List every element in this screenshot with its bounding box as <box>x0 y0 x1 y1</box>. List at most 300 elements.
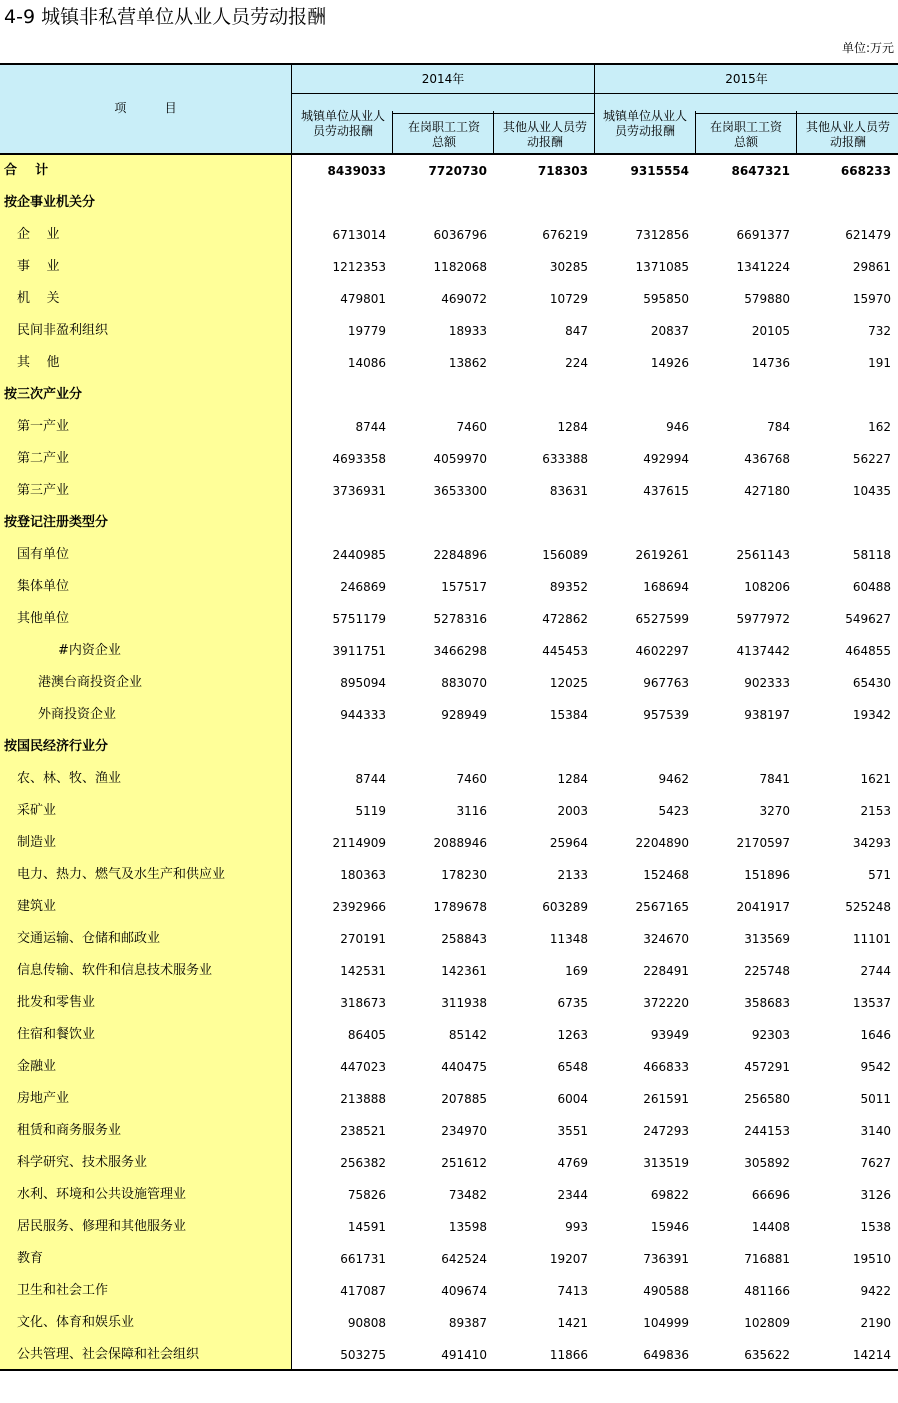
table-row <box>0 603 898 635</box>
row-value: 73482 <box>448 1188 487 1202</box>
table-body <box>0 155 898 1370</box>
row-value: 716881 <box>744 1252 790 1266</box>
table-bottom-border <box>0 1369 898 1371</box>
row-value: 9315554 <box>630 164 689 178</box>
row-value: 7312856 <box>635 228 689 242</box>
header-divider <box>594 63 595 155</box>
table-row <box>0 635 898 667</box>
row-label: 集体单位 <box>17 579 70 594</box>
row-value: 1284 <box>557 772 588 786</box>
row-label: 教育 <box>17 1251 44 1266</box>
row-value: 225748 <box>744 964 790 978</box>
row-value: 3736931 <box>332 484 386 498</box>
row-value: 469072 <box>441 292 487 306</box>
row-value: 83631 <box>549 484 588 498</box>
row-value: 69822 <box>650 1188 689 1202</box>
row-value: 9422 <box>860 1284 891 1298</box>
row-value: 7460 <box>456 772 487 786</box>
row-value: 440475 <box>441 1060 487 1074</box>
row-value: 1538 <box>860 1220 891 1234</box>
row-value: 409674 <box>441 1284 487 1298</box>
row-value: 1182068 <box>433 260 487 274</box>
row-value: 718303 <box>537 164 588 178</box>
row-value: 102809 <box>744 1316 790 1330</box>
row-label: 民间非盈利组织 <box>17 323 109 338</box>
row-label: 文化、体育和娱乐业 <box>17 1315 135 1330</box>
row-value: 2561143 <box>736 548 790 562</box>
header-divider <box>291 63 292 155</box>
row-value: 525248 <box>845 900 891 914</box>
row-value: 1263 <box>557 1028 588 1042</box>
row-label: 事 业 <box>17 259 60 274</box>
row-label: 外商投资企业 <box>38 707 117 722</box>
row-value: 3551 <box>557 1124 588 1138</box>
row-label: 信息传输、软件和信息技术服务业 <box>17 963 213 978</box>
row-value: 6691377 <box>736 228 790 242</box>
row-value: 142361 <box>441 964 487 978</box>
row-value: 417087 <box>340 1284 386 1298</box>
row-value: 6527599 <box>635 612 689 626</box>
year-2015-header: 2015年 <box>725 72 768 86</box>
header-divider <box>392 111 393 155</box>
table-row <box>0 1019 898 1051</box>
row-value: 2392966 <box>332 900 386 914</box>
row-value: 5423 <box>658 804 689 818</box>
row-value: 191 <box>868 356 891 370</box>
row-value: 1421 <box>557 1316 588 1330</box>
row-value: 2170597 <box>736 836 790 850</box>
row-value: 6036796 <box>433 228 487 242</box>
row-value: 86405 <box>347 1028 386 1042</box>
header-divider <box>695 111 696 155</box>
table-row <box>0 571 898 603</box>
row-value: 2619261 <box>635 548 689 562</box>
row-value: 34293 <box>852 836 891 850</box>
row-value: 29861 <box>852 260 891 274</box>
row-value: 3270 <box>759 804 790 818</box>
row-value: 168694 <box>643 580 689 594</box>
row-value: 491410 <box>441 1348 487 1362</box>
row-value: 247293 <box>643 1124 689 1138</box>
row-label: 房地产业 <box>17 1091 70 1106</box>
row-value: 270191 <box>340 932 386 946</box>
row-value: 437615 <box>643 484 689 498</box>
row-value: 938197 <box>744 708 790 722</box>
row-value: 595850 <box>643 292 689 306</box>
col-2014-other: 其他从业人员劳动报酬 <box>502 120 587 149</box>
row-value: 492994 <box>643 452 689 466</box>
row-value: 311938 <box>441 996 487 1010</box>
table-row <box>0 475 898 507</box>
row-value: 1789678 <box>433 900 487 914</box>
row-value: 228491 <box>643 964 689 978</box>
row-value: 324670 <box>643 932 689 946</box>
row-value: 246869 <box>340 580 386 594</box>
row-value: 11348 <box>549 932 588 946</box>
row-value: 3140 <box>860 1124 891 1138</box>
row-value: 447023 <box>340 1060 386 1074</box>
row-value: 784 <box>767 420 790 434</box>
row-value: 180363 <box>340 868 386 882</box>
row-value: 3466298 <box>433 644 487 658</box>
table-row <box>0 859 898 891</box>
row-value: 2284896 <box>433 548 487 562</box>
row-label: 港澳台商投资企业 <box>38 675 143 690</box>
item-column-header: 项 目 <box>114 101 177 115</box>
table-row <box>0 1275 898 1307</box>
table-row <box>0 1051 898 1083</box>
row-label: 按国民经济行业分 <box>4 739 109 754</box>
row-value: 25964 <box>549 836 588 850</box>
row-value: 4693358 <box>332 452 386 466</box>
table-row <box>0 155 898 187</box>
row-label: 租赁和商务服务业 <box>17 1123 122 1138</box>
row-value: 157517 <box>441 580 487 594</box>
row-value: 13537 <box>852 996 891 1010</box>
row-value: 65430 <box>852 676 891 690</box>
col-2015-wage: 在岗职工工资总额 <box>710 120 783 149</box>
page-title: 4-9 城镇非私营单位从业人员劳动报酬 <box>4 6 327 28</box>
col-2014-total: 城镇单位从业人员劳动报酬 <box>300 109 385 138</box>
row-label: #内资企业 <box>58 643 121 658</box>
row-value: 89387 <box>448 1316 487 1330</box>
row-value: 10435 <box>852 484 891 498</box>
row-value: 427180 <box>744 484 790 498</box>
row-value: 60488 <box>852 580 891 594</box>
row-value: 5011 <box>860 1092 891 1106</box>
row-value: 90808 <box>347 1316 386 1330</box>
row-value: 993 <box>565 1220 588 1234</box>
row-value: 13598 <box>448 1220 487 1234</box>
row-value: 479801 <box>340 292 386 306</box>
row-value: 8744 <box>355 420 386 434</box>
table-row <box>0 443 898 475</box>
row-value: 4059970 <box>433 452 487 466</box>
row-value: 946 <box>666 420 689 434</box>
row-value: 895094 <box>340 676 386 690</box>
row-value: 13862 <box>448 356 487 370</box>
table-row <box>0 315 898 347</box>
table-row <box>0 955 898 987</box>
row-value: 9542 <box>860 1060 891 1074</box>
row-value: 621479 <box>845 228 891 242</box>
row-value: 4769 <box>557 1156 588 1170</box>
row-value: 445453 <box>542 644 588 658</box>
row-value: 11101 <box>852 932 891 946</box>
row-value: 579880 <box>744 292 790 306</box>
row-value: 11866 <box>549 1348 588 1362</box>
row-value: 20837 <box>650 324 689 338</box>
row-label: 按三次产业分 <box>4 387 83 402</box>
row-value: 14926 <box>650 356 689 370</box>
row-value: 2204890 <box>635 836 689 850</box>
row-label: 建筑业 <box>17 899 57 914</box>
row-label: 电力、热力、燃气及水生产和供应业 <box>17 867 226 882</box>
row-value: 4137442 <box>736 644 790 658</box>
row-value: 256382 <box>340 1156 386 1170</box>
row-value: 20105 <box>751 324 790 338</box>
row-value: 676219 <box>542 228 588 242</box>
row-value: 571 <box>868 868 891 882</box>
table-row <box>0 1179 898 1211</box>
row-value: 358683 <box>744 996 790 1010</box>
row-value: 251612 <box>441 1156 487 1170</box>
row-label: 采矿业 <box>17 803 57 818</box>
row-label: 第二产业 <box>17 451 70 466</box>
row-value: 244153 <box>744 1124 790 1138</box>
row-value: 8647321 <box>731 164 790 178</box>
row-value: 902333 <box>744 676 790 690</box>
row-value: 14086 <box>347 356 386 370</box>
row-value: 30285 <box>549 260 588 274</box>
row-value: 847 <box>565 324 588 338</box>
row-value: 6548 <box>557 1060 588 1074</box>
row-label: 第一产业 <box>17 419 70 434</box>
row-value: 3911751 <box>332 644 386 658</box>
row-value: 1371085 <box>635 260 689 274</box>
row-label: 其 他 <box>17 355 60 370</box>
row-label: 卫生和社会工作 <box>17 1283 109 1298</box>
row-value: 944333 <box>340 708 386 722</box>
table-row <box>0 539 898 571</box>
row-label: 交通运输、仓储和邮政业 <box>17 931 161 946</box>
table-row <box>0 219 898 251</box>
row-value: 668233 <box>840 164 891 178</box>
table-row <box>0 827 898 859</box>
row-value: 19779 <box>347 324 386 338</box>
row-value: 9462 <box>658 772 689 786</box>
row-value: 5751179 <box>332 612 386 626</box>
row-value: 736391 <box>643 1252 689 1266</box>
table-row <box>0 795 898 827</box>
row-value: 957539 <box>643 708 689 722</box>
row-value: 2114909 <box>332 836 386 850</box>
row-value: 256580 <box>744 1092 790 1106</box>
row-value: 1212353 <box>332 260 386 274</box>
row-value: 466833 <box>643 1060 689 1074</box>
row-value: 5278316 <box>433 612 487 626</box>
table-row <box>0 1307 898 1339</box>
row-value: 1621 <box>860 772 891 786</box>
row-value: 10729 <box>549 292 588 306</box>
row-label: 按企事业机关分 <box>4 195 96 210</box>
row-value: 928949 <box>441 708 487 722</box>
row-value: 213888 <box>340 1092 386 1106</box>
row-value: 14214 <box>852 1348 891 1362</box>
row-value: 156089 <box>542 548 588 562</box>
row-value: 93949 <box>650 1028 689 1042</box>
row-value: 207885 <box>441 1092 487 1106</box>
year-2014-header: 2014年 <box>421 72 465 86</box>
row-value: 14408 <box>751 1220 790 1234</box>
row-value: 7460 <box>456 420 487 434</box>
row-value: 5977972 <box>736 612 790 626</box>
table-row <box>0 1147 898 1179</box>
row-value: 152468 <box>643 868 689 882</box>
row-value: 305892 <box>744 1156 790 1170</box>
table-row <box>0 1339 898 1371</box>
row-value: 19207 <box>549 1252 588 1266</box>
row-value: 234970 <box>441 1124 487 1138</box>
row-value: 66696 <box>751 1188 790 1202</box>
row-label: 水利、环境和公共设施管理业 <box>17 1187 187 1202</box>
table-row <box>0 731 898 763</box>
row-value: 238521 <box>340 1124 386 1138</box>
row-value: 1284 <box>557 420 588 434</box>
table-row <box>0 1115 898 1147</box>
row-value: 7841 <box>759 772 790 786</box>
row-label: 农、林、牧、渔业 <box>17 771 122 786</box>
row-value: 2153 <box>860 804 891 818</box>
row-value: 58118 <box>852 548 891 562</box>
row-value: 633388 <box>542 452 588 466</box>
row-value: 2041917 <box>736 900 790 914</box>
row-value: 1341224 <box>736 260 790 274</box>
row-value: 7720730 <box>428 164 487 178</box>
row-value: 2133 <box>557 868 588 882</box>
row-value: 7627 <box>860 1156 891 1170</box>
row-value: 436768 <box>744 452 790 466</box>
row-value: 85142 <box>448 1028 487 1042</box>
row-label: 国有单位 <box>17 547 70 562</box>
row-value: 162 <box>868 420 891 434</box>
row-value: 6713014 <box>332 228 386 242</box>
row-value: 258843 <box>441 932 487 946</box>
row-value: 12025 <box>549 676 588 690</box>
row-value: 503275 <box>340 1348 386 1362</box>
table-row <box>0 283 898 315</box>
row-value: 14736 <box>751 356 790 370</box>
row-value: 661731 <box>340 1252 386 1266</box>
row-value: 732 <box>868 324 891 338</box>
col-2015-other: 其他从业人员劳动报酬 <box>805 120 890 149</box>
col-2015-total: 城镇单位从业人员劳动报酬 <box>602 109 687 138</box>
row-value: 15970 <box>852 292 891 306</box>
row-value: 5119 <box>355 804 386 818</box>
table-row <box>0 1083 898 1115</box>
table-row <box>0 891 898 923</box>
row-value: 224 <box>565 356 588 370</box>
table-header <box>0 63 898 155</box>
row-label: 制造业 <box>17 835 57 850</box>
row-label: 机 关 <box>17 291 60 306</box>
row-value: 8744 <box>355 772 386 786</box>
row-value: 3126 <box>860 1188 891 1202</box>
row-value: 19342 <box>852 708 891 722</box>
row-value: 19510 <box>852 1252 891 1266</box>
row-value: 6735 <box>557 996 588 1010</box>
row-value: 883070 <box>441 676 487 690</box>
header-divider <box>796 111 797 155</box>
row-value: 2744 <box>860 964 891 978</box>
row-value: 89352 <box>549 580 588 594</box>
row-label: 公共管理、社会保障和社会组织 <box>17 1347 200 1362</box>
row-label: 按登记注册类型分 <box>4 515 109 530</box>
table-row <box>0 1243 898 1275</box>
row-value: 92303 <box>751 1028 790 1042</box>
table-row <box>0 251 898 283</box>
row-value: 18933 <box>448 324 487 338</box>
row-label: 其他单位 <box>17 611 70 626</box>
table-row <box>0 763 898 795</box>
row-label: 科学研究、技术服务业 <box>17 1155 148 1170</box>
row-label: 住宿和餐饮业 <box>17 1027 96 1042</box>
row-value: 2190 <box>860 1316 891 1330</box>
row-label: 合 计 <box>4 163 49 178</box>
row-value: 313569 <box>744 932 790 946</box>
header-divider <box>493 111 494 155</box>
row-value: 15946 <box>650 1220 689 1234</box>
row-value: 472862 <box>542 612 588 626</box>
row-value: 481166 <box>744 1284 790 1298</box>
row-value: 8439033 <box>327 164 386 178</box>
table-row <box>0 923 898 955</box>
row-value: 14591 <box>347 1220 386 1234</box>
row-value: 2440985 <box>332 548 386 562</box>
table-row <box>0 699 898 731</box>
row-value: 549627 <box>845 612 891 626</box>
row-value: 151896 <box>744 868 790 882</box>
row-value: 178230 <box>441 868 487 882</box>
row-value: 2088946 <box>433 836 487 850</box>
row-value: 490588 <box>643 1284 689 1298</box>
col-2014-wage: 在岗职工工资总额 <box>408 120 481 149</box>
row-value: 104999 <box>643 1316 689 1330</box>
table-row <box>0 667 898 699</box>
row-label: 企 业 <box>17 227 60 242</box>
row-label: 第三产业 <box>17 483 70 498</box>
row-value: 1646 <box>860 1028 891 1042</box>
table-row <box>0 1211 898 1243</box>
row-value: 7413 <box>557 1284 588 1298</box>
row-value: 464855 <box>845 644 891 658</box>
row-value: 261591 <box>643 1092 689 1106</box>
row-value: 169 <box>565 964 588 978</box>
row-value: 75826 <box>347 1188 386 1202</box>
table-row <box>0 187 898 219</box>
row-value: 108206 <box>744 580 790 594</box>
row-value: 4602297 <box>635 644 689 658</box>
row-value: 6004 <box>557 1092 588 1106</box>
row-label: 金融业 <box>17 1059 57 1074</box>
row-value: 318673 <box>340 996 386 1010</box>
row-value: 2567165 <box>635 900 689 914</box>
row-value: 3116 <box>456 804 487 818</box>
row-value: 635622 <box>744 1348 790 1362</box>
row-value: 56227 <box>852 452 891 466</box>
row-value: 372220 <box>643 996 689 1010</box>
row-value: 313519 <box>643 1156 689 1170</box>
row-value: 15384 <box>549 708 588 722</box>
row-value: 642524 <box>441 1252 487 1266</box>
table-row <box>0 379 898 411</box>
row-value: 967763 <box>643 676 689 690</box>
table-row <box>0 347 898 379</box>
row-label: 居民服务、修理和其他服务业 <box>17 1219 187 1234</box>
table-row <box>0 987 898 1019</box>
unit-label: 单位:万元 <box>841 41 894 55</box>
row-value: 457291 <box>744 1060 790 1074</box>
table-row <box>0 411 898 443</box>
table-row <box>0 507 898 539</box>
row-value: 3653300 <box>433 484 487 498</box>
row-value: 2344 <box>557 1188 588 1202</box>
row-value: 603289 <box>542 900 588 914</box>
row-value: 2003 <box>557 804 588 818</box>
row-label: 批发和零售业 <box>17 995 96 1010</box>
row-value: 649836 <box>643 1348 689 1362</box>
row-value: 142531 <box>340 964 386 978</box>
